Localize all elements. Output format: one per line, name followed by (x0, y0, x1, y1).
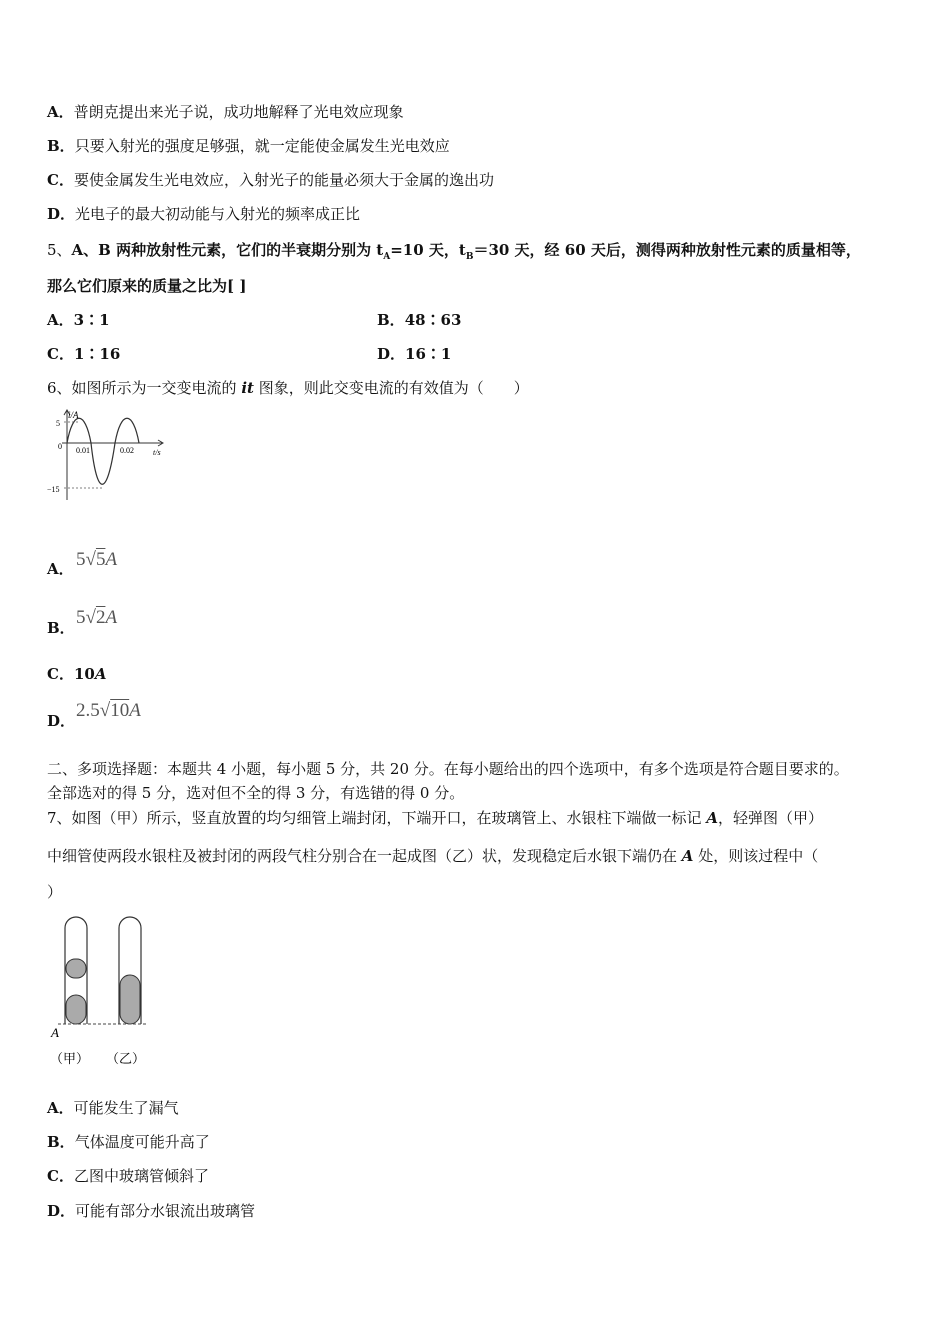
section2-heading: 二、多项选择题：本题共 4 小题，每小题 5 分，共 20 分。在每小题给出的四个选项中，有多个选项是符合题目要求的。 (47, 760, 849, 778)
graph-x2: 0.02 (120, 446, 134, 455)
q7-stem-line2: 中细管使两段水银柱及被封闭的两段气柱分别合在一起成图（乙）状，发现稳定后水银下端仍在 A 处，则该过程中（ (47, 847, 819, 865)
q5-option-d: D．16∶1 (377, 345, 452, 363)
graph-xlabel: t/s (153, 448, 161, 457)
q4-option-a: A．普朗克提出来光子说，成功地解释了光电效应现象 (47, 103, 404, 121)
q6-option-b-key: B． (47, 619, 75, 637)
q6-option-d-key: D． (47, 712, 76, 730)
q4-option-b: B．只要入射光的强度足够强，就一定能使金属发生光电效应 (47, 137, 450, 155)
graph-origin: 0 (58, 442, 62, 451)
q4-option-c: C．要使金属发生光电效应，入射光子的能量必须大于金属的逸出功 (47, 171, 494, 189)
tube-mark-a: A (51, 1025, 59, 1040)
q6-option-a-value: 5√5A (76, 549, 118, 570)
q7-stem-line1: 7、如图（甲）所示，竖直放置的均匀细管上端封闭，下端开口，在玻璃管上、水银柱下端做一标记 A，轻弹图（甲） (47, 809, 823, 827)
graph-x1: 0.01 (76, 446, 90, 455)
graph-ylabel: i/A (68, 410, 79, 420)
q6-stem: 6、如图所示为一交变电流的 it 图象，则此交变电流的有效值为（ ） (47, 379, 529, 397)
q6-option-b-value: 5√2A (76, 607, 118, 628)
q5-option-a: A．3∶1 (47, 311, 110, 329)
q7-tube-figure (44, 916, 156, 1072)
q7-option-a: A．可能发生了漏气 (47, 1099, 179, 1117)
tube-label-yi: （乙） (106, 1051, 146, 1066)
q5-stem-line2: 那么它们原来的质量之比为[ ] (47, 277, 247, 295)
q5-option-c: C．1∶16 (47, 345, 121, 363)
q7-stem-line3: ） (47, 883, 63, 901)
q6-option-d-value: 2.5√10A (76, 700, 141, 721)
q5-stem: 5、A、B 两种放射性元素，它们的半衰期分别为 $t_A=10$ 天，$t_B=30$ 天，经 60 天后，测得两种放射性元素的质量相等， (47, 241, 861, 262)
q6-current-graph (44, 406, 174, 502)
graph-y-top: 5 (56, 419, 60, 428)
q6-option-c: C．10A (47, 665, 107, 683)
q6-option-a-key: A． (47, 560, 74, 578)
q7-option-b: B．气体温度可能升高了 (47, 1133, 210, 1151)
q7-option-d: D．可能有部分水银流出玻璃管 (47, 1202, 256, 1220)
graph-y-bottom: −15 (47, 485, 60, 494)
tube-label-jia: （甲） (50, 1051, 90, 1066)
section2-heading-line2: 全部选对的得 5 分，选对但不全的得 3 分，有选错的得 0 分。 (47, 784, 465, 802)
q7-option-c: C．乙图中玻璃管倾斜了 (47, 1167, 209, 1185)
q4-option-d: D．光电子的最大初动能与入射光的频率成正比 (47, 205, 361, 223)
q5-option-b: B．48∶63 (377, 311, 462, 329)
